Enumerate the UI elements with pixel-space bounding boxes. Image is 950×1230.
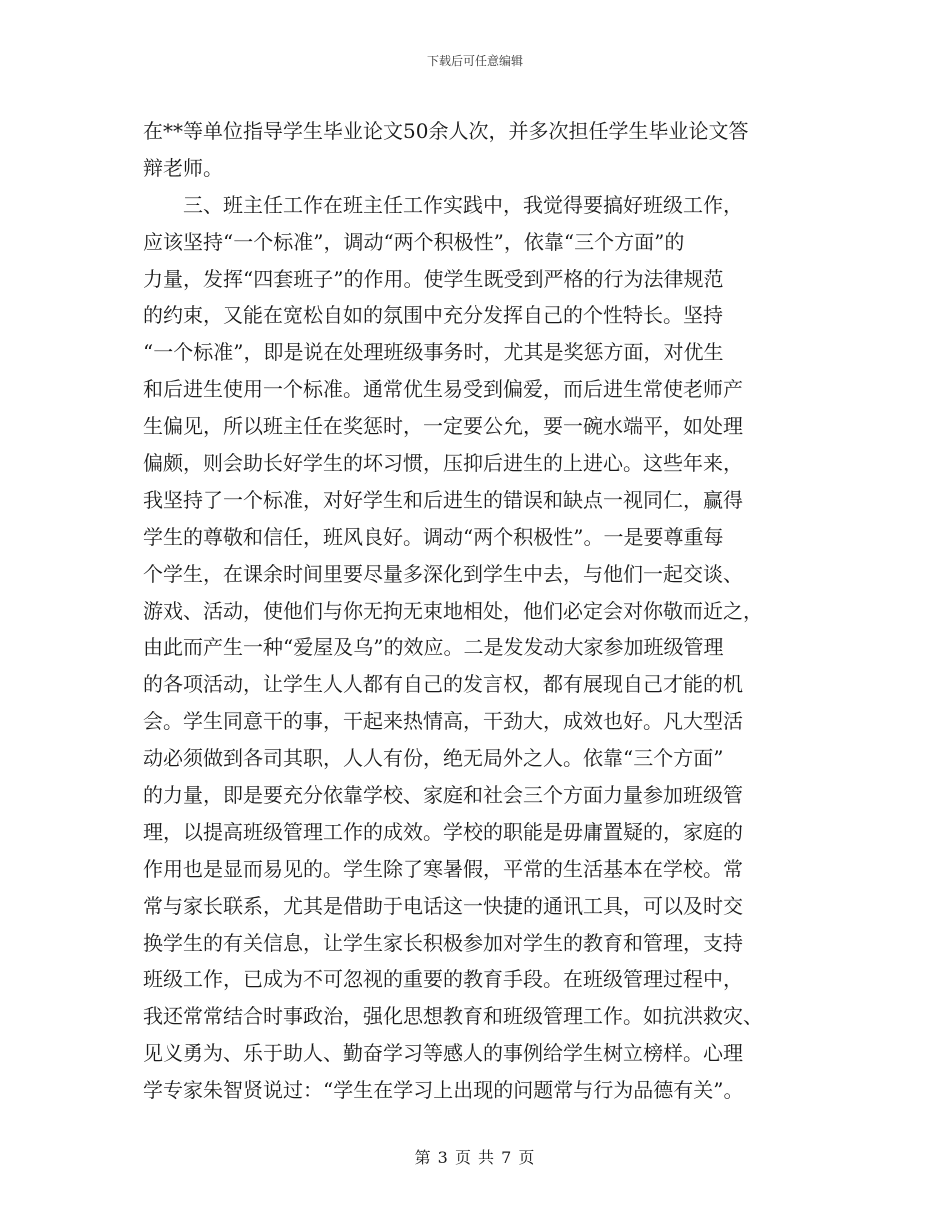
text-line: 力量，发挥“四套班子”的作用。使学生既受到严格的行为法律规范 (143, 266, 724, 291)
text-line: 会。学生同意干的事，干起来热情高，干劲大，成效也好。凡大型活 (143, 709, 743, 734)
text-line: 的力量，即是要充分依靠学校、家庭和社会三个方面力量参加班级管 (143, 783, 743, 808)
text-line: 辩老师。 (143, 155, 223, 180)
text-line: 我坚持了一个标准，对好学生和后进生的错误和缺点一视同仁，赢得 (143, 487, 743, 512)
text-line: 的约束，又能在宽松自如的氛围中充分发挥自己的个性特长。坚持 (143, 303, 723, 328)
page-header: 下载后可任意编辑 (426, 54, 523, 68)
paragraph-start-line: 三、班主任工作在班主任工作实践中，我觉得要搞好班级工作， (183, 192, 743, 217)
text-line: 常与家长联系，尤其是借助于电话这一快捷的通讯工具，可以及时交 (143, 893, 743, 918)
text-line: 作用也是显而易见的。学生除了寒暑假，平常的生活基本在学校。常 (143, 856, 743, 881)
page-number-footer: 第 3 页 共 7 页 (414, 1148, 536, 1167)
text-line: 偏颇，则会助长好学生的坏习惯，压抑后进生的上进心。这些年来， (143, 451, 743, 476)
text-line: 由此而产生一种“爱屋及乌”的效应。二是发发动大家参加班级管理 (143, 635, 724, 660)
text-line: 个学生，在课余时间里要尽量多深化到学生中去，与他们一起交谈、 (143, 561, 743, 586)
text-line: 换学生的有关信息，让学生家长积极参加对学生的教育和管理，支持 (143, 930, 743, 955)
text-line: 游戏、活动，使他们与你无拘无束地相处，他们必定会对你敬而近之， (143, 598, 763, 623)
text-line: 和后进生使用一个标准。通常优生易受到偏爱，而后进生常使老师产 (143, 377, 743, 402)
text-line: 见义勇为、乐于助人、勤奋学习等感人的事例给学生树立榜样。心理 (143, 1041, 743, 1066)
text-line: 学生的尊敬和信任，班风良好。调动“两个积极性”。一是要尊重每 (143, 524, 724, 549)
document-body (143, 113, 813, 1109)
text-line: 动必须做到各司其职，人人有份，绝无局外之人。依靠“三个方面” (143, 746, 724, 771)
text-line: 生偏见，所以班主任在奖惩时，一定要公允，要一碗水端平，如处理 (143, 414, 743, 439)
text-line: 应该坚持“一个标准”，调动“两个积极性”，依靠“三个方面”的 (143, 229, 685, 254)
text-line: 学专家朱智贤说过：“学生在学习上出现的问题常与行为品德有关”。 (143, 1078, 744, 1103)
text-line: 班级工作，已成为不可忽视的重要的教育手段。在班级管理过程中， (143, 967, 743, 992)
text-line: 在**等单位指导学生毕业论文50余人次，并多次担任学生毕业论文答 (143, 119, 749, 143)
text-line: 的各项活动，让学生人人都有自己的发言权，都有展现自己才能的机 (143, 672, 743, 697)
text-line: 理，以提高班级管理工作的成效。学校的职能是毋庸置疑的，家庭的 (143, 819, 743, 844)
text-line: “一个标准”，即是说在处理班级事务时，尤其是奖惩方面，对优生 (143, 340, 724, 365)
text-line: 我还常常结合时事政治，强化思想教育和班级管理工作。如抗洪救灾、 (143, 1004, 763, 1029)
